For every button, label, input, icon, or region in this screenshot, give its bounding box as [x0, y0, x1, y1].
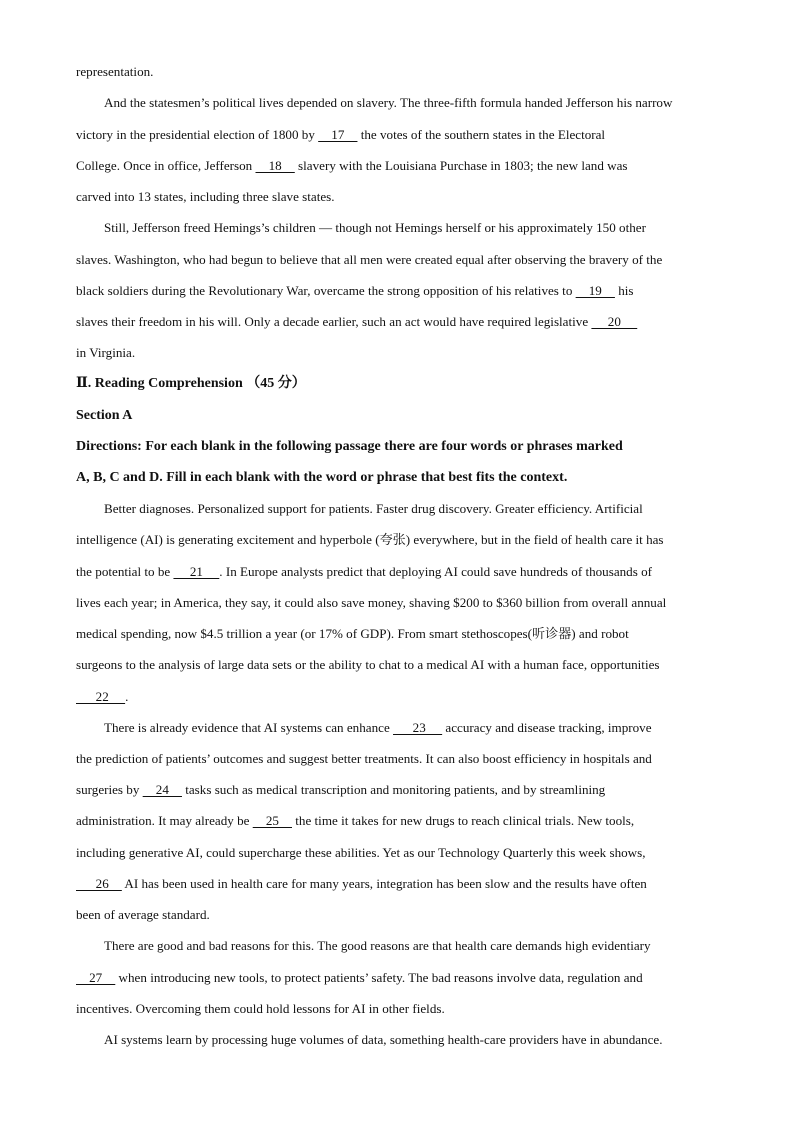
text-line: the prediction of patients’ outcomes and suggest better treatments. It can also boost efficiency in hospitals and	[76, 751, 652, 766]
section-subheading: Section A	[76, 408, 133, 423]
text-line: Better diagnoses. Personalized support for patients. Faster drug discovery. Greater efficiency. Artificial	[104, 501, 643, 516]
text-line: administration. It may already be 25 the time it takes for new drugs to reach clinical trials. New tools,	[76, 813, 635, 828]
answer-blank-27[interactable]: 27	[76, 970, 116, 985]
text-line: intelligence (AI) is generating excitement and hyperbole (夸张) everywhere, but in the field of health care it has	[76, 532, 664, 547]
text-line: victory in the presidential election of 1800 by 17 the votes of the southern states in the Electoral	[76, 127, 606, 142]
text-line: medical spending, now $4.5 trillion a year (or 17% of GDP). From smart stethoscopes(听诊器) and robot	[76, 626, 629, 641]
text-line: surgeons to the analysis of large data sets or the ability to chat to a medical AI with a human face, opportunities	[76, 657, 660, 672]
text-line: lives each year; in America, they say, it could also save money, shaving $200 to $360 billion from overall annual	[76, 595, 667, 610]
text-line: There is already evidence that AI systems can enhance 23 accuracy and disease tracking, improve	[104, 720, 652, 735]
text-line: carved into 13 states, including three slave states.	[76, 189, 335, 204]
answer-blank-26[interactable]: 26	[76, 876, 122, 891]
text-line: slaves. Washington, who had begun to believe that all men were created equal after observing the bravery of the	[76, 252, 663, 267]
text-line: 22 .	[76, 689, 129, 704]
text-line: slaves their freedom in his will. Only a decade earlier, such an act would have required legislative 20	[76, 314, 638, 329]
text-line: College. Once in office, Jefferson 18 slavery with the Louisiana Purchase in 1803; the new land was	[76, 158, 628, 173]
answer-blank-19[interactable]: 19	[575, 283, 615, 298]
text-line: the potential to be 21 . In Europe analysts predict that deploying AI could save hundreds of thousands of	[76, 564, 653, 579]
answer-blank-21[interactable]: 21	[173, 564, 220, 579]
text-line: in Virginia.	[76, 345, 136, 360]
text-line: Still, Jefferson freed Hemings’s children — though not Hemings herself or his approximately 150 other	[104, 220, 646, 235]
section-heading: Ⅱ. Reading Comprehension （45 分）	[76, 376, 306, 391]
answer-blank-25[interactable]: 25	[252, 813, 292, 828]
text-line: 27 when introducing new tools, to protect patients’ safety. The bad reasons involve data, regulation and	[76, 970, 643, 985]
text-line: And the statesmen’s political lives depended on slavery. The three-fifth formula handed Jefferson his narrow	[104, 95, 673, 110]
directions-line: A, B, C and D. Fill in each blank with the word or phrase that best fits the context.	[76, 470, 568, 485]
text-line: surgeries by 24 tasks such as medical transcription and monitoring patients, and by streamlining	[76, 782, 606, 797]
answer-blank-18[interactable]: 18	[255, 158, 295, 173]
text-line: 26 AI has been used in health care for many years, integration has been slow and the results have often	[76, 876, 647, 891]
text-line: representation.	[76, 64, 154, 79]
answer-blank-24[interactable]: 24	[142, 782, 182, 797]
text-line: AI systems learn by processing huge volumes of data, something health-care providers have in abundance.	[104, 1032, 663, 1047]
text-line: There are good and bad reasons for this. The good reasons are that health care demands high evidentiary	[104, 938, 651, 953]
answer-blank-23[interactable]: 23	[393, 720, 443, 735]
directions-line: Directions: For each blank in the following passage there are four words or phrases marked	[76, 439, 623, 454]
answer-blank-17[interactable]: 17	[318, 127, 358, 142]
answer-blank-20[interactable]: 20	[591, 314, 638, 329]
text-line: black soldiers during the Revolutionary War, overcame the strong opposition of his relatives to 19 his	[76, 283, 634, 298]
answer-blank-22[interactable]: 22	[76, 689, 126, 704]
text-line: including generative AI, could supercharge these abilities. Yet as our Technology Quarterly this week shows,	[76, 845, 646, 860]
text-line: incentives. Overcoming them could hold lessons for AI in other fields.	[76, 1001, 445, 1016]
text-line: been of average standard.	[76, 907, 210, 922]
